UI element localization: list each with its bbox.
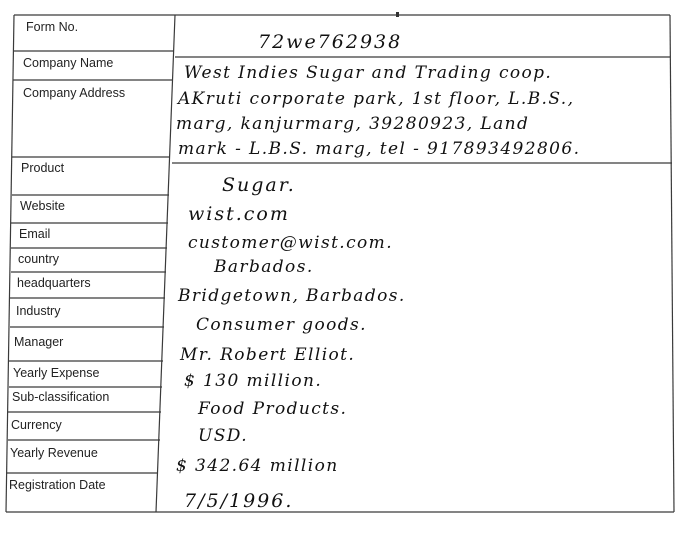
label-website: Website <box>20 199 65 213</box>
label-form-no: Form No. <box>26 20 79 34</box>
value-country: Barbados. <box>214 257 314 277</box>
label-country: country <box>18 252 59 266</box>
label-headquarters: headquarters <box>17 276 91 290</box>
label-yearly-revenue: Yearly Revenue <box>10 446 98 460</box>
value-company-address-line2: marg, kanjurmarg, 39280923, Land <box>176 114 530 134</box>
value-company-address-line3: mark - L.B.S. marg, tel - 917893492806. <box>178 139 581 159</box>
value-currency: USD. <box>198 426 249 446</box>
label-registration-date: Registration Date <box>9 478 106 492</box>
value-yearly-expense: $ 130 million. <box>184 371 323 391</box>
label-email: Email <box>19 227 51 241</box>
value-form-no: 72we762938 <box>258 31 403 53</box>
value-industry: Consumer goods. <box>196 315 367 335</box>
label-sub-classification: Sub-classification <box>12 390 110 404</box>
value-website: wist.com <box>188 203 290 225</box>
value-product: Sugar. <box>222 174 296 196</box>
label-product: Product <box>21 161 65 175</box>
value-company-name: West Indies Sugar and Trading coop. <box>184 63 553 83</box>
value-registration-date: 7/5/1996. <box>184 490 294 512</box>
value-headquarters: Bridgetown, Barbados. <box>178 286 406 306</box>
value-email: customer@wist.com. <box>188 233 393 253</box>
label-company-name: Company Name <box>23 56 114 70</box>
label-currency: Currency <box>11 418 62 432</box>
ink-mark <box>396 12 399 17</box>
label-industry: Industry <box>16 304 61 318</box>
label-yearly-expense: Yearly Expense <box>13 366 100 380</box>
value-manager: Mr. Robert Elliot. <box>180 345 356 365</box>
value-company-address-line1: AKruti corporate park, 1st floor, L.B.S., <box>178 89 575 109</box>
label-company-address: Company Address <box>23 86 126 100</box>
value-yearly-revenue: $ 342.64 million <box>176 456 339 476</box>
value-sub-classification: Food Products. <box>198 399 348 419</box>
label-manager: Manager <box>14 335 64 349</box>
